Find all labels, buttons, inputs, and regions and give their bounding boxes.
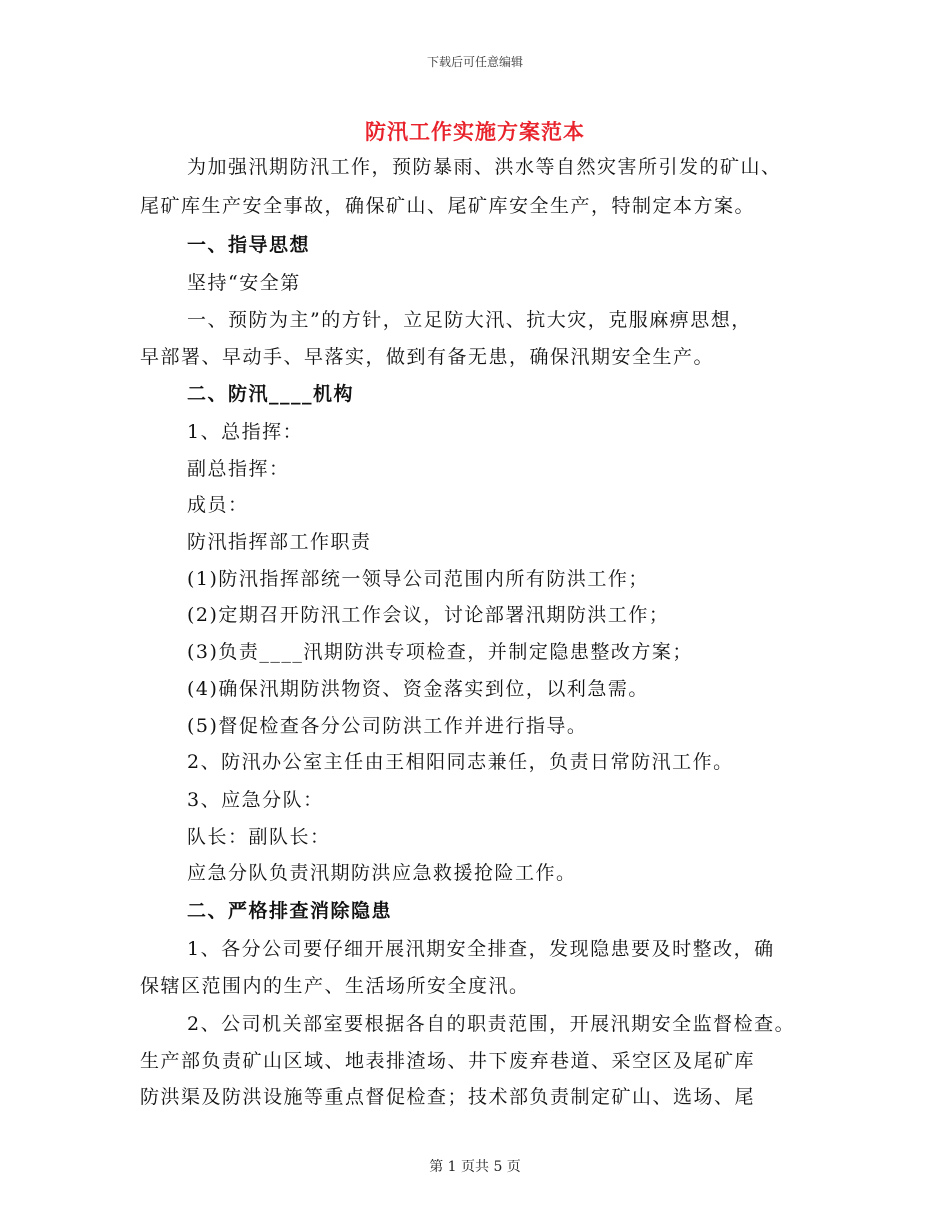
section-heading: 二、防汛____机构 (187, 383, 355, 405)
paragraph-line: 1、总指挥： (187, 421, 304, 443)
paragraph-line: 队长：副队长： (187, 826, 331, 848)
paragraph-line: 尾矿库生产安全事故，确保矿山、尾矿库安全生产，特制定本方案。 (140, 195, 756, 217)
paragraph-line: 3、应急分队： (187, 789, 324, 811)
paragraph-line: 防汛指挥部工作职责 (187, 531, 372, 553)
paragraph-line: 一、预防为主”的方针，立足防大汛、抗大灾，克服麻痹思想， (187, 309, 752, 331)
document-title: 防汛工作实施方案范本 (365, 119, 585, 144)
list-item: (3)负责____汛期防洪专项检查，并制定隐患整改方案； (187, 641, 693, 663)
paragraph-line: 1、各分公司要仔细开展汛期安全排查，发现隐患要及时整改，确 (187, 938, 775, 960)
paragraph-line: 为加强汛期防汛工作，预防暴雨、洪水等自然灾害所引发的矿山、 (187, 156, 782, 178)
page-footer: 第 1 页共 5 页 (429, 1159, 521, 1175)
paragraph-line: 应急分队负责汛期防洪应急救援抢险工作。 (187, 862, 577, 884)
page-header: 下载后可任意编辑 (426, 55, 523, 69)
paragraph-line: 防洪渠及防洪设施等重点督促检查；技术部负责制定矿山、选场、尾 (140, 1086, 756, 1108)
list-item: (5)督促检查各分公司防洪工作并进行指导。 (187, 715, 588, 737)
paragraph-line: 副总指挥： (187, 458, 290, 480)
paragraph-line: 早部署、早动手、早落实，做到有备无患，确保汛期安全生产。 (140, 346, 715, 368)
list-item: (1)防汛指挥部统一领导公司范围内所有防洪工作； (187, 568, 649, 590)
paragraph-line: 2、公司机关部室要根据各自的职责范围，开展汛期安全监督检查。 (187, 1013, 796, 1035)
list-item: (4)确保汛期防洪物资、资金落实到位，以利急需。 (187, 678, 649, 700)
paragraph-line: 2、防汛办公室主任由王相阳同志兼任，负责日常防汛工作。 (187, 751, 734, 773)
paragraph-line: 生产部负责矿山区域、地表排渣场、井下废弃巷道、采空区及尾矿库 (140, 1050, 756, 1072)
paragraph-line: 成员： (187, 494, 249, 516)
list-item: (2)定期召开防汛工作会议，讨论部署汛期防洪工作； (187, 604, 670, 626)
section-heading: 二、严格排查消除隐患 (187, 900, 393, 922)
paragraph-line: 保辖区范围内的生产、生活场所安全度汛。 (140, 975, 530, 997)
section-heading: 一、指导思想 (187, 234, 311, 256)
paragraph-line: 坚持“安全第 (187, 272, 301, 294)
